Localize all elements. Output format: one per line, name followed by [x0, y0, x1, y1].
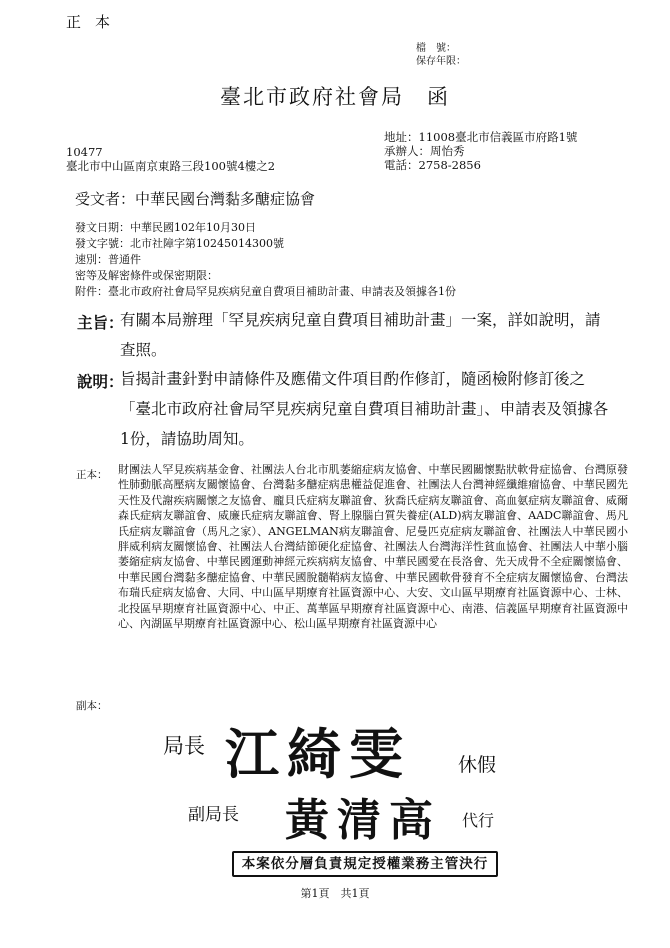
issue-number: 發文字號：北市社障字第10245014300號 [75, 237, 284, 250]
cc-label: 正本： [76, 469, 108, 481]
cc2-label: 副本： [76, 700, 108, 712]
retention-label: 保存年限： [416, 56, 466, 67]
attachment: 附件：臺北市政府社會局罕見疾病兒童自費項目補助計畫、申請表及領據各1份 [75, 285, 456, 298]
sender-handler: 承辦人：周怡秀 [384, 144, 465, 158]
recipient: 受文者：中華民國台灣黏多醣症協會 [75, 190, 316, 208]
deputy-title: 副局長 [188, 805, 239, 825]
sender-address: 地址：11008臺北市信義區市府路1號 [384, 130, 578, 144]
page-number: 第1頁 共1頁 [300, 887, 370, 900]
issue-date: 發文日期：中華民國102年10月30日 [75, 221, 256, 234]
deputy-note: 代行 [462, 811, 495, 830]
postal-code: 10477 [66, 145, 103, 159]
recipient-address: 臺北市中山區南京東路三段100號4樓之2 [66, 159, 276, 173]
cc-list: 財團法人罕見疾病基金會、社團法人台北市肌萎縮症病友協會、中華民國關懷點狀軟骨症協會、台灣原發性肺動脈高壓病友關懷協會、台灣黏多醣症病患權益促進會、社團法人台灣神經纖維瘤協會、中華民國先天性及代謝疾病關懷之友協會、龐貝氏症病友聯誼會、狄喬氏症病友聯誼會、高血氨症病友聯誼會、威爾森氏症病友聯誼會、威廉氏症病友聯誼會、腎上腺腦白質失養症(ALD)病友聯誼會、AADC聯誼會、馬凡氏症病友聯誼會（馬凡之家）、ANGELMAN病友聯誼會、尼曼匹克症病友聯誼會、社團法人中華民國小胖威利病友關懷協會、社團法人台灣結節硬化症協會、社團法人台灣海洋性貧血協會、社團法人中華小腦萎縮症病友協會、中華民國運動神經元疾病病友協會、中華民國愛在長洛會、先天成骨不全症關懷協會、中華民國台灣黏多醣症協會、中華民國脫髓鞘病友協會、中華民國軟骨發育不全症病友關懷協會、台灣法布瑞氏症病友協會、大同、中山區早期療育社區資源中心、大安、文山區早期療育社區資源中心、士林、北投區早期療育社區資源中心、中正、萬華區早期療育社區資源中心、南港、信義區早期療育社區資源中心、內湖區早期療育社區資源中心、松山區早期療育社區資源中心 [118, 463, 628, 631]
director-note: 休假 [458, 754, 497, 776]
deputy-signature: 黃清高 [285, 795, 441, 846]
director-signature: 江綺雯 [225, 722, 411, 786]
sender-phone: 電話：2758-2856 [384, 158, 481, 172]
speed: 速別：普通件 [75, 253, 141, 266]
subject-label: 主旨： [77, 313, 124, 332]
explanation-label: 說明： [77, 372, 124, 391]
explanation-text: 旨揭計畫針對申請條件及應備文件項目酌作修訂，隨函檢附修訂後之「臺北市政府社會局罕見疾病兒童自費項目補助計畫」、申請表及領據各1份，請協助周知。 [120, 370, 609, 448]
file-number-label: 檔 號： [416, 43, 456, 54]
copy-mark: 正本 [66, 13, 125, 31]
director-title: 局長 [163, 734, 205, 758]
page-title: 臺北市政府社會局 函 [220, 85, 450, 109]
subject-text: 有關本局辦理「罕見疾病兒童自費項目補助計畫」一案，詳如說明，請 查照。 [120, 311, 617, 359]
secrecy: 密等及解密條件或保密期限： [75, 269, 218, 282]
approval-stamp: 本案依分層負責規定授權業務主管決行 [232, 851, 498, 877]
